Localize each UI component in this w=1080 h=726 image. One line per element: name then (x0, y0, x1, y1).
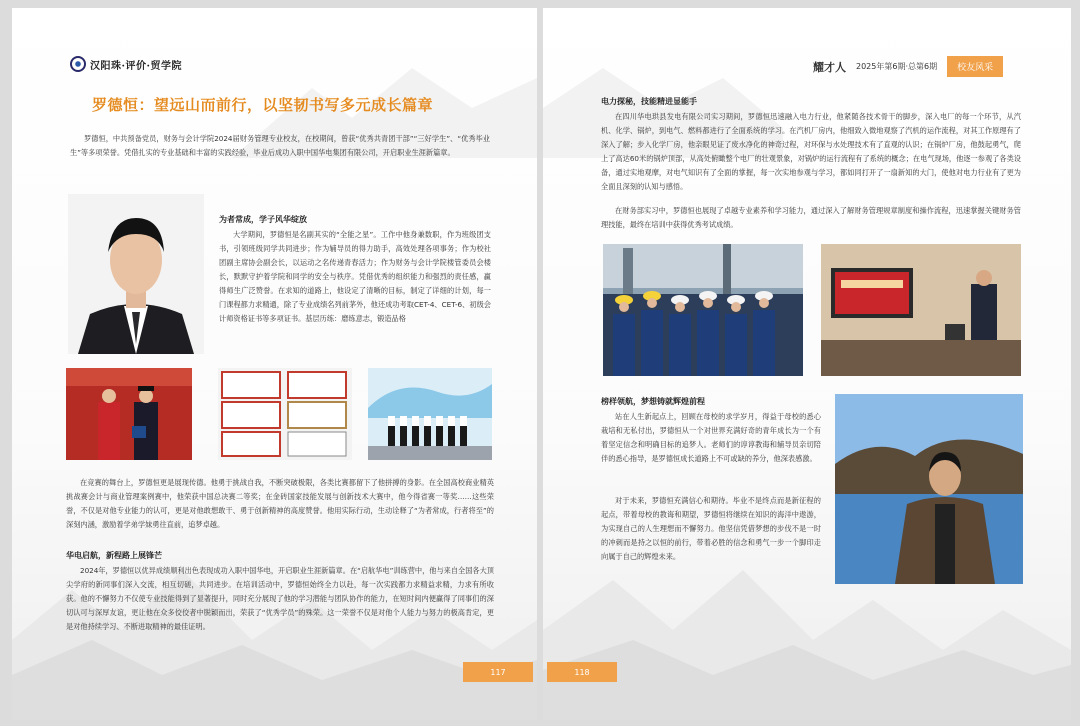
portrait-photo (68, 194, 204, 354)
magazine-header (813, 56, 1003, 77)
article-title: 罗德恒：望远山而前行，以坚韧书写多元成长篇章 (92, 96, 434, 114)
section1-heading: 为者常成，学子风华绽放 (219, 215, 307, 224)
power-plant-workers-photo (603, 244, 803, 376)
magazine-brand: 耀才人 (813, 60, 846, 74)
section1-paragraph: 大学期间，罗德恒是名副其实的“全能之星”。工作中他身兼数职，作为班级团支书，引领班级同学共同进步；作为辅导员的得力助手，高效处理各项事务；作为校社团副主席协会副会长，以运动之名传递青春活力；作为财务与会计学院楼管委员会楼长，默默守护着学院和同学的安全与秩序。凭借优秀的组织能力和强烈的责任感，赢得师生广泛赞誉。在求知的道路上，他设定了清晰的目标，制定了详细的计划，每一门课程都力求精通，除了专业成绩名列前茅外，他还成功考取CET-4、CET-6、初级会计师资格证书等多项证书。基层历练：磨练意志，锻造品格 (219, 230, 491, 323)
future-paragraph: 对于未来，罗德恒充满信心和期待。毕业不是终点而是新征程的起点，带着母校的教诲和期望，罗德恒将继续在知识的海洋中遨游，为实现自己的人生理想而不懈努力。他坚信凭借梦想的步伐不是一时的冲刺而是持之以恒的前行，带着必胜的信念和勇气一步一个脚印走向属于自己的辉煌未来。 (601, 496, 821, 561)
certificates-photo (218, 368, 352, 460)
section-tag: 校友风采 (947, 56, 1003, 77)
page-number-118: 118 (547, 662, 617, 682)
page-number-117: 117 (463, 662, 533, 682)
left-page (12, 8, 537, 720)
finance-paragraph: 在财务部实习中，罗德恒也展现了卓越专业素养和学习能力，通过深入了解财务管理规章制度和操作流程，迅速掌握关键财务管理技能，最终在培训中获得优秀考试成绩。 (601, 206, 1021, 229)
competition-paragraph: 在竞赛的舞台上，罗德恒更是展现传德。他勇于挑战自我，不断突破极限，各类比赛都留下了他拼搏的身影。在全国高校商业精英挑战赛会计与商业管理案例赛中，他荣获中国总决赛二等奖；在金砖国家技能发展与创新技术大赛中，他今得省赛一等奖……这些荣誉，不仅是对他专业能力的认可，更是对他敢想敢干、勇于创新精神的高度赞誉。他用实际行动，生动诠释了“为者常成，行者将至”的深刻内涵，激励着学弟学妹勇往直前，追梦卓越。 (66, 478, 494, 529)
issue-info: 2025年第6期·总第6期 (856, 62, 938, 71)
intro-paragraph: 罗德恒，中共预备党员，财务与会计学院2024届财务管理专业校友，在校期间，曾获“优秀共青团干部”“三好学生”、“优秀毕业生”等多项荣誉。凭借扎实的专业基础和丰富的实践经验，毕业后成功入职中国华电集团有限公司，开启职业生涯新篇章。 (70, 134, 490, 157)
lakeside-portrait-photo (835, 394, 1023, 584)
section4-heading: 榜样领航，梦想铸就辉煌前程 (601, 397, 705, 406)
graduation-photo (66, 368, 192, 460)
gratitude-paragraph: 站在人生新起点上，回顾在母校的求学岁月，得益于母校的悉心栽培和无私付出，罗德恒从一个对世界充满好奇的青年成长为一个有着坚定信念和明确目标的追梦人。老师们的谆谆教诲和辅导员亲切陪伴的悉心指导，是罗德恒成长道路上不可或缺的养分，他深表感激。 (601, 412, 821, 463)
college-logo (70, 56, 182, 72)
training-room-photo (821, 244, 1021, 376)
power-plant-paragraph: 在四川华电珙县发电有限公司实习期间，罗德恒迅速融入电力行业，他紧随各技术骨干的脚步，深入电厂的每一个环节，从汽机、化学、锅炉，到电气、燃料都进行了全面系统的学习。在汽机厂房内，他细致入微地观察了汽机的运作流程，对其工作原理有了深入了解；步入化学厂房，他亲眼见证了废水净化的神奇过程，对环保与水处理技术有了直观的认识；在锅炉厂房，他鼓起勇气，爬上了高达60米的锅炉顶部，从高处俯瞰整个电厂的壮观景象，对锅炉的运行流程有了系统的概念；在电气现场，他逐一参观了各类设备，通过实地观摩，对电气知识有了全面的掌握，每一次实地参观与学习，都如同打开了一扇新知的大门，使他对电力行业有了更为全面且深刻的认知与感悟。 (601, 112, 1021, 191)
section3-heading: 电力探秘，技能精进显能手 (601, 97, 697, 106)
career-paragraph: 2024年，罗德恒以优异成绩顺利出色表现成功入职中国华电，开启职业生涯新篇章。在“启航华电”训练营中，他与来自全国各大顶尖学府的新同事们深入交流，相互切磋，共同进步。在培训活动中，罗德恒始终全力以赴，每一次实践都力求精益求精，力求有所收获。他的不懈努力不仅使专业技能得到了显著提升，同时充分展现了他的学习潜能与团队协作的能力，在短时间内便赢得了同事们的深切认可与深厚友谊，更让他在众多佼佼者中脱颖而出，荣获了“优秀学员”的殊荣。这一荣誉不仅是对他个人能力与努力的极高肯定，更是对他持续学习、不断进取精神的最佳证明。 (66, 566, 494, 631)
team-photo (368, 368, 492, 460)
right-page (543, 8, 1071, 720)
college-seal-icon (70, 56, 86, 72)
logo-text: 汉阳珠·评价·贸学院 (90, 60, 182, 72)
section2-heading: 华电启航，新程路上展锋芒 (66, 551, 162, 560)
